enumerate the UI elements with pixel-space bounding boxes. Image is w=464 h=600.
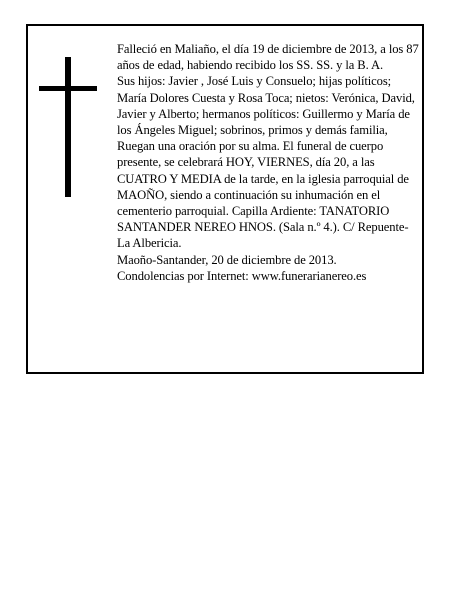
funeral-details: Ruegan una oración por su alma. El funeral de cuerpo presente, se celebrará HOY, VIERNES, día 20, a las CUATRO Y MEDIA de la tarde, en la iglesia parroquial de MAOÑO, siendo a continuación su inhumación en el cementerio parroquial. Capilla Ardiente: TANATORIO SANTANDER NEREO HNOS. (Sala n.º 4.). C/ Repuente-La Albericia. — [117, 139, 409, 251]
obituary-notice — [26, 24, 424, 374]
family-list: Sus hijos: Javier , José Luis y Consuelo; hijas políticos; María Dolores Cuesta y Rosa Toca; nietos: Verónica, David, Javier y Alberto; hermanos políticos: Guillermo y María de los Ángeles Miguel; sobrinos, primos y demás familia, — [117, 74, 415, 138]
cross-icon-crossbar — [39, 86, 97, 91]
place-date: Maoño-Santander, 20 de diciembre de 2013. — [117, 252, 337, 267]
cross-icon — [65, 57, 71, 197]
death-announcement: Falleció en Maliaño, el día 19 de diciembre de 2013, a los 87 años de edad, habiendo recibido los SS. SS. y la B. A. — [117, 42, 419, 73]
obituary-text — [117, 41, 419, 284]
condolences-line: Condolencias por Internet: www.funerarianereo.es — [117, 268, 367, 283]
